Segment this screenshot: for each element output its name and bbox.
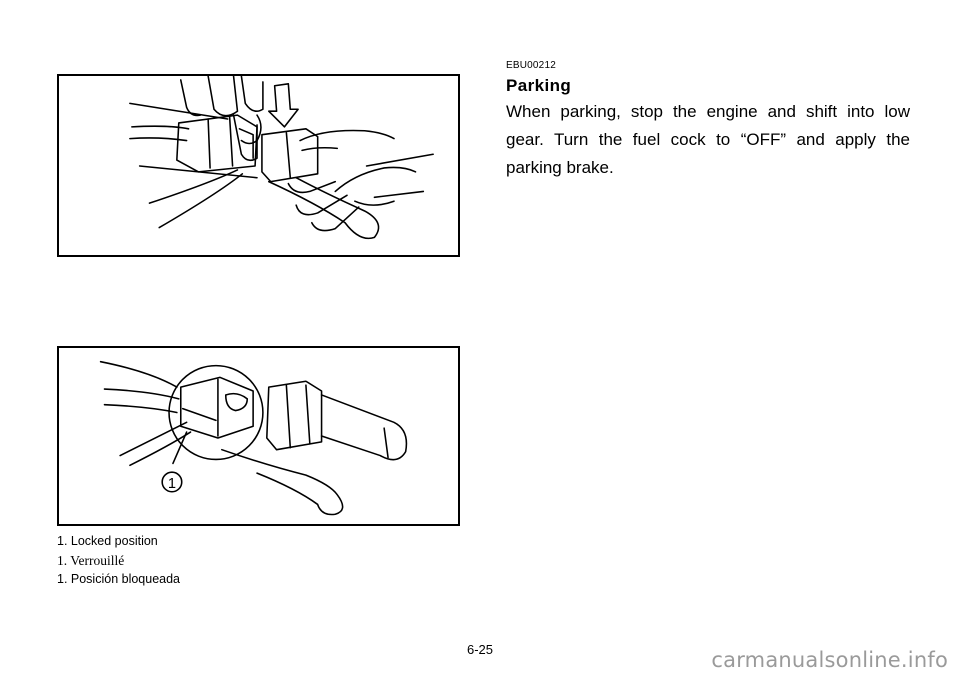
caption-french: 1. Verrouillé: [57, 553, 125, 568]
handlebar-hand-pressing-illustration: [59, 76, 458, 255]
watermark: carmanualsonline.info: [711, 648, 948, 672]
figure-captions: [57, 532, 357, 589]
handlebar-locked-position-illustration: [59, 348, 458, 524]
illustration-parking-brake-lock-push: [57, 74, 460, 257]
callout-number: 1: [167, 475, 177, 492]
section-body: When parking, stop the engine and shift into low gear. Turn the fuel cock to “OFF” and apply the parking brake.: [506, 102, 910, 177]
caption-spanish: 1. Posición bloqueada: [57, 572, 181, 586]
section-code: EBU00212: [506, 60, 556, 71]
page-number: 6-25: [466, 642, 494, 657]
caption-english: 1. Locked position: [57, 534, 158, 548]
section-heading: Parking: [506, 76, 572, 95]
illustration-locked-position: [57, 346, 460, 526]
